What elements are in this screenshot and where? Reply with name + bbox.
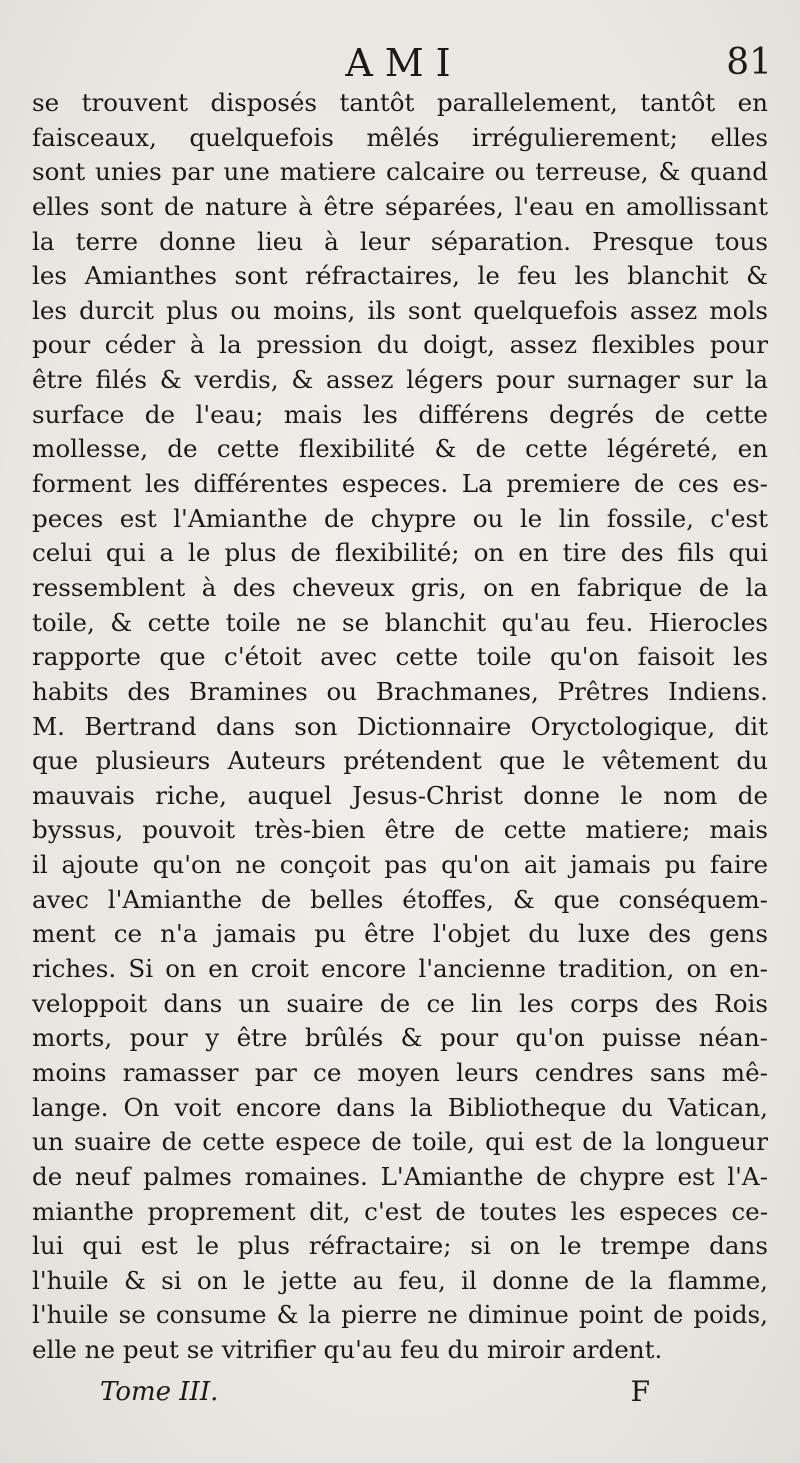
text-line: les durcit plus ou moins, ils sont quelquefois assez mols <box>32 295 768 325</box>
text-line: avec l'Amianthe de belles étoffes, & que conséquem- <box>32 884 768 914</box>
text-line: les Amianthes sont réfractaires, le feu les blanchit & <box>32 261 768 291</box>
text-line: l'huile se consume & la pierre ne diminue point de poids, <box>32 1300 768 1330</box>
text-line: rapporte que c'étoit avec cette toile qu'on faisoit les <box>32 642 768 672</box>
gathering-signature: F <box>630 1375 650 1408</box>
text-line: la terre donne lieu à leur séparation. Presque tous <box>32 226 768 256</box>
text-line: surface de l'eau; mais les différens degrés de cette <box>32 399 768 429</box>
text-line: l'huile & si on le jette au feu, il donne de la flamme, <box>32 1265 768 1295</box>
text-line: M. Bertrand dans son Dictionnaire Oryctologique, dit <box>32 711 768 741</box>
text-line: veloppoit dans un suaire de ce lin les corps des Rois <box>32 988 768 1018</box>
text-line: sont unies par une matiere calcaire ou terreuse, & quand <box>32 157 768 187</box>
body-text <box>32 86 768 1368</box>
text-line: faisceaux, quelquefois mêlés irrégulierement; elles <box>32 122 768 152</box>
text-line: ment ce n'a jamais pu être l'objet du luxe des gens <box>32 919 768 949</box>
text-line: toile, & cette toile ne se blanchit qu'au feu. Hierocles <box>32 607 768 637</box>
text-line: ressemblent à des cheveux gris, on en fabrique de la <box>32 572 768 602</box>
text-line: elle ne peut se vitrifier qu'au feu du miroir ardent. <box>32 1335 663 1365</box>
page-number: 81 <box>726 42 772 83</box>
text-line: mollesse, de cette flexibilité & de cette légéreté, en <box>32 434 768 464</box>
text-line: pour céder à la pression du doigt, assez flexibles pour <box>32 330 768 360</box>
text-line: elles sont de nature à être séparées, l'eau en amollissant <box>32 191 768 221</box>
text-line: celui qui a le plus de flexibilité; on en tire des fils qui <box>32 538 768 568</box>
text-line: forment les différentes especes. La premiere de ces es- <box>32 469 768 499</box>
text-line: mauvais riche, auquel Jesus-Christ donne le nom de <box>32 780 768 810</box>
text-line: lange. On voit encore dans la Bibliotheque du Vatican, <box>32 1092 768 1122</box>
text-line: moins ramasser par ce moyen leurs cendres sans mê- <box>32 1057 768 1087</box>
running-head <box>32 40 776 86</box>
text-line: habits des Bramines ou Brachmanes, Prêtres Indiens. <box>32 676 768 706</box>
text-line: se trouvent disposés tantôt parallelement, tantôt en <box>32 88 768 117</box>
text-line: être filés & verdis, & assez légers pour surnager sur la <box>32 365 768 395</box>
text-line: lui qui est le plus réfractaire; si on le trempe dans <box>32 1231 768 1261</box>
text-line: peces est l'Amianthe de chypre ou le lin fossile, c'est <box>32 503 768 533</box>
text-line: morts, pour y être brûlés & pour qu'on puisse néan- <box>32 1023 768 1053</box>
text-line: que plusieurs Auteurs prétendent que le vêtement du <box>32 746 768 776</box>
text-line: de neuf palmes romaines. L'Amianthe de chypre est l'A- <box>32 1161 768 1191</box>
running-head-word: AMI <box>345 41 463 85</box>
volume-signature: Tome III. <box>100 1377 219 1407</box>
text-line: riches. Si on en croit encore l'ancienne tradition, on en- <box>32 954 768 984</box>
text-line: un suaire de cette espece de toile, qui est de la longueur <box>32 1127 768 1157</box>
text-line: il ajoute qu'on ne conçoit pas qu'on ait jamais pu faire <box>32 850 768 880</box>
page-footer <box>100 1372 650 1412</box>
text-line: byssus, pouvoit très-bien être de cette matiere; mais <box>32 815 768 845</box>
text-line: mianthe proprement dit, c'est de toutes les especes ce- <box>32 1196 768 1226</box>
